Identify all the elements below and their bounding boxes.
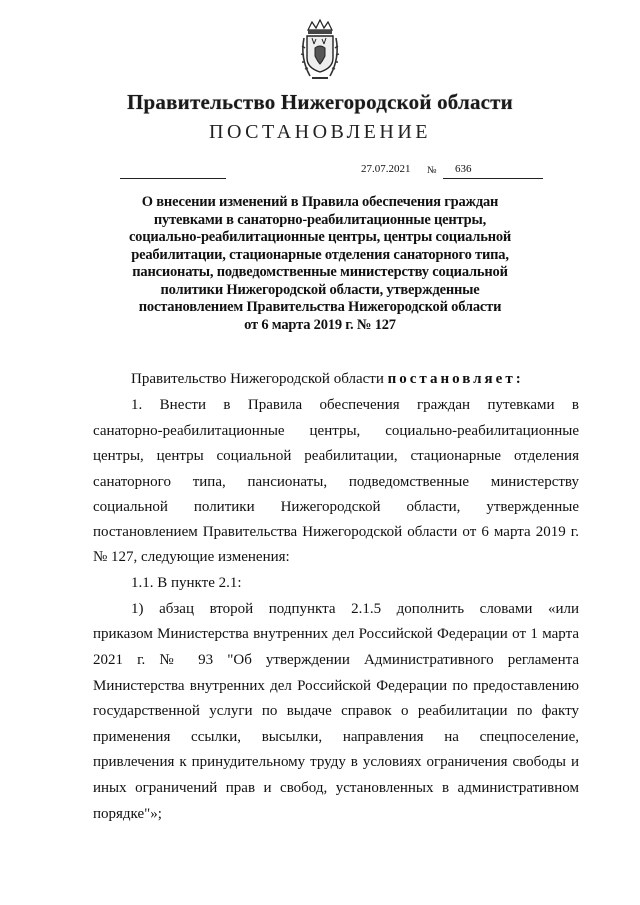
paragraph-line: санаторно-реабилитационные центры, социально-реабилитационные bbox=[93, 423, 579, 439]
paragraph-line: постановлением Правительства Нижегородской области от 6 марта 2019 г. bbox=[93, 524, 579, 540]
document-number: 636 bbox=[455, 163, 472, 175]
document-type: ПОСТАНОВЛЕНИЕ bbox=[209, 121, 431, 143]
heading-line: социально-реабилитационные центры, центры социальной bbox=[128, 229, 512, 245]
paragraph-line: санаторного типа, пансионаты, подведомственные министерству bbox=[93, 474, 579, 490]
decree-word: постановляет: bbox=[387, 371, 524, 387]
heading-line: постановлением Правительства Нижегородской области bbox=[138, 299, 502, 315]
intro-text: Правительство Нижегородской области bbox=[131, 371, 388, 387]
number-line bbox=[443, 178, 543, 179]
coat-of-arms-emblem bbox=[298, 18, 342, 82]
paragraph-line: 2021 г. № 93 "Об утверждении Административного регламента bbox=[93, 652, 579, 668]
heading-line: пансионаты, подведомственные министерству социальной bbox=[132, 264, 508, 280]
heading-line: от 6 марта 2019 г. № 127 bbox=[244, 316, 396, 333]
paragraph-line: социальной политики Нижегородской области, утвержденные bbox=[93, 499, 579, 515]
document-heading bbox=[90, 194, 550, 334]
government-title: Правительство Нижегородской области bbox=[127, 90, 513, 114]
paragraph-line: приказом Министерства внутренних дел Российской Федерации от 1 марта bbox=[93, 626, 579, 642]
signature-date-line bbox=[120, 178, 226, 179]
heading-line: реабилитации, стационарные отделения санаторного типа, bbox=[131, 246, 509, 263]
heading-line: О внесении изменений в Правила обеспечения граждан bbox=[141, 194, 499, 210]
decree-intro bbox=[131, 369, 524, 389]
heading-line: путевками в санаторно-реабилитационные центры, bbox=[153, 211, 487, 228]
heading-line: политики Нижегородской области, утвержденные bbox=[160, 281, 480, 298]
paragraph-line: порядке"»; bbox=[93, 806, 162, 822]
paragraph-line: 1) абзац второй подпункта 2.1.5 дополнить словами «или bbox=[131, 601, 579, 617]
paragraph-line: иных ограничений прав и свобод, установленных в административном bbox=[93, 780, 579, 796]
paragraph-line: привлечения к принудительному труду в условиях ограничения свободы и bbox=[93, 754, 579, 770]
paragraph-line: центры, центры социальной реабилитации, стационарные отделения bbox=[93, 448, 579, 464]
paragraph-line: № 127, следующие изменения: bbox=[93, 549, 290, 565]
paragraph-line: 1. Внести в Правила обеспечения граждан путевками в bbox=[131, 397, 579, 413]
paragraph-line: государственной услуги по выдаче справок о реабилитации по факту bbox=[93, 703, 579, 719]
document-date: 27.07.2021 bbox=[361, 163, 411, 175]
number-label: № bbox=[427, 165, 437, 176]
paragraph-line: Министерства внутренних дел Российской Федерации по предоставлению bbox=[93, 678, 579, 694]
paragraph-line: применения ссылки, высылки, направления на спецпоселение, bbox=[93, 729, 579, 745]
subsection-heading: 1.1. В пункте 2.1: bbox=[131, 575, 242, 591]
